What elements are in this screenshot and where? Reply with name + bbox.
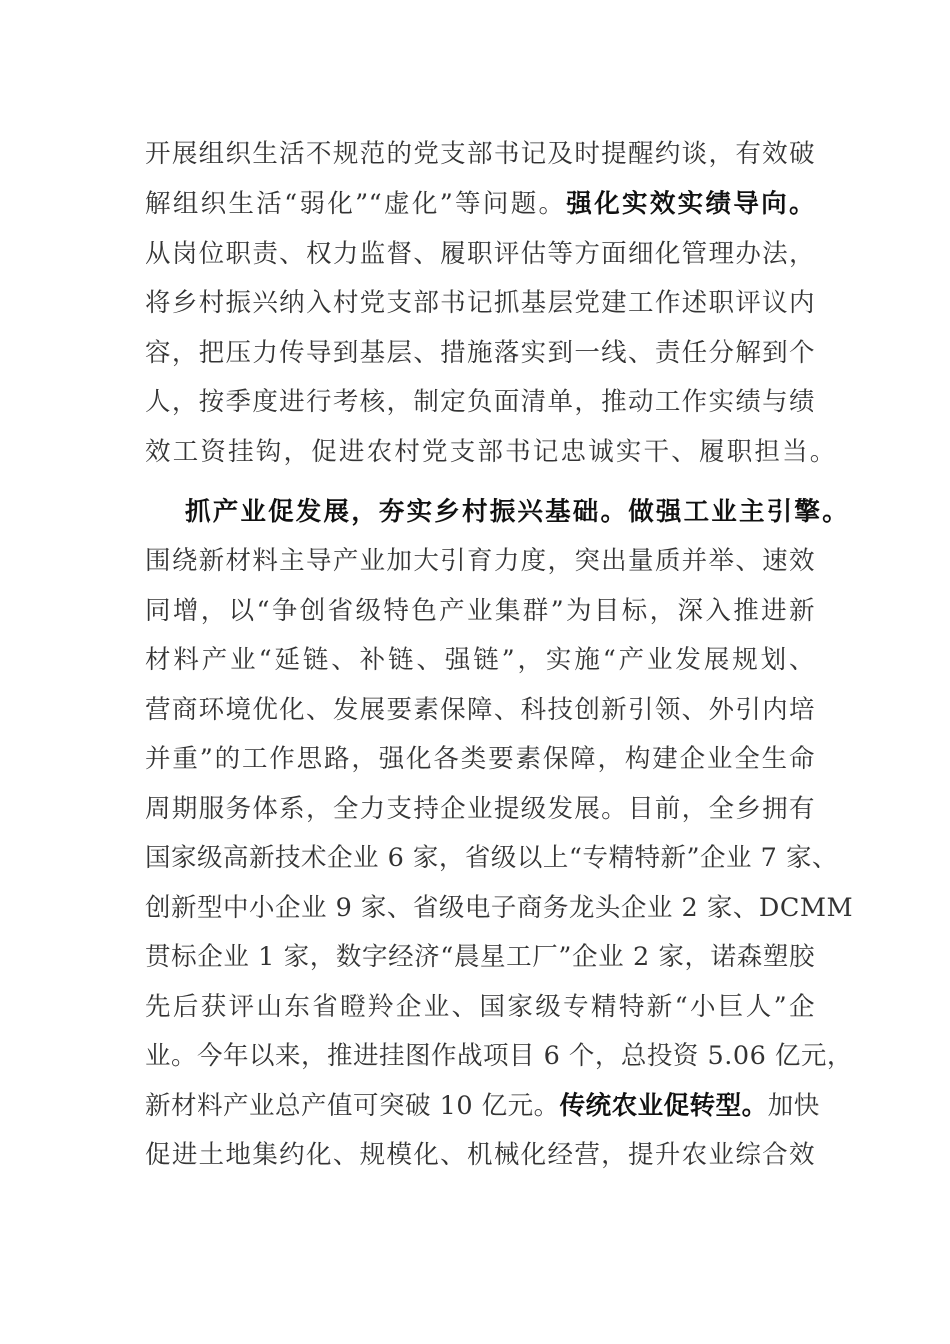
text-run: 并重”的工作思路，强化各类要素保障，构建企业全生命 <box>145 744 815 774</box>
text-run: 从岗位职责、权力监督、履职评估等方面细化管理办法， <box>145 239 815 269</box>
text-run: 人，按季度进行考核，制定负面清单，推动工作实绩与绩 <box>145 387 815 417</box>
text-run: 创新型中小企业 9 家、省级电子商务龙头企业 2 家、DCMM <box>145 893 854 923</box>
text-run: 新材料产业总产值可突破 10 亿元。 <box>145 1091 560 1121</box>
text-line-18 <box>145 987 815 1027</box>
text-run: 加快 <box>767 1091 820 1121</box>
text-line-1 <box>145 134 815 174</box>
text-run: 业。今年以来，推进挂图作战项目 6 个，总投资 5.06 亿元， <box>145 1041 853 1071</box>
text-run: 贯标企业 1 家，数字经济“晨星工厂”企业 2 家，诺森塑胶 <box>145 942 815 972</box>
text-line-9 <box>145 541 815 581</box>
section-heading-line <box>185 492 850 532</box>
text-line-12 <box>145 690 815 730</box>
text-line-16 <box>145 888 854 928</box>
text-run: 营商环境优化、发展要素保障、科技创新引领、外引内培 <box>145 695 815 725</box>
text-run: 效工资挂钩，促进农村党支部书记忠诚实干、履职担当。 <box>145 437 838 467</box>
text-line-7 <box>145 432 838 472</box>
text-run: 围绕新材料主导产业加大引育力度，突出量质并举、速效 <box>145 546 815 576</box>
text-run: 容，把压力传导到基层、措施落实到一线、责任分解到个 <box>145 338 815 368</box>
text-line-5 <box>145 333 815 373</box>
text-run: 同增，以“争创省级特色产业集群”为目标，深入推进新 <box>145 596 815 626</box>
text-line-6 <box>145 382 815 422</box>
text-line-17 <box>145 937 815 977</box>
text-run: 先后获评山东省瞪羚企业、国家级专精特新“小巨人”企 <box>145 992 815 1022</box>
text-line-4 <box>145 283 815 323</box>
text-line-13 <box>145 739 815 779</box>
text-line-10 <box>145 591 815 631</box>
text-run: 解组织生活“弱化”“虚化”等问题。 <box>145 189 567 219</box>
text-line-2 <box>145 184 815 224</box>
text-run: 将乡村振兴纳入村党支部书记抓基层党建工作述职评议内 <box>145 288 815 318</box>
bold-heading-run: 抓产业促发展，夯实乡村振兴基础。做强工业主引擎。 <box>185 497 850 527</box>
text-run: 开展组织生活不规范的党支部书记及时提醒约谈，有效破 <box>145 139 815 169</box>
text-line-15 <box>145 838 838 878</box>
text-line-14 <box>145 789 815 829</box>
text-run: 国家级高新技术企业 6 家，省级以上“专精特新”企业 7 家、 <box>145 843 838 873</box>
text-run: 促进土地集约化、规模化、机械化经营，提升农业综合效 <box>145 1140 815 1170</box>
text-line-21 <box>145 1135 815 1175</box>
text-line-3 <box>145 234 815 274</box>
bold-heading-run: 传统农业促转型。 <box>559 1091 768 1121</box>
text-line-19 <box>145 1036 853 1076</box>
text-run: 材料产业“延链、补链、强链”，实施“产业发展规划、 <box>145 645 815 675</box>
text-run: 周期服务体系，全力支持企业提级发展。目前，全乡拥有 <box>145 794 815 824</box>
text-line-20 <box>145 1086 820 1126</box>
bold-heading-run: 强化实效实绩导向。 <box>566 189 815 219</box>
text-line-11 <box>145 640 815 680</box>
